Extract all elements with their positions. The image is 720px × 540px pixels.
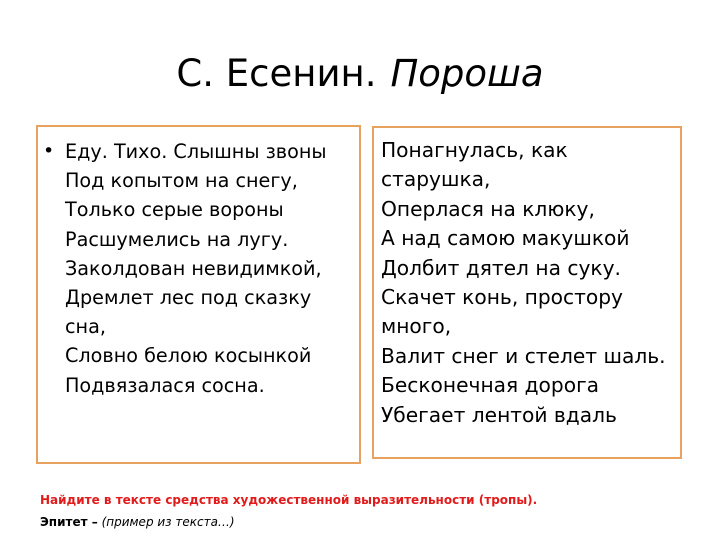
- epithet-hint: (пример из текста…): [101, 515, 235, 529]
- poem-line-text: Расшумелись на лугу.: [65, 227, 289, 251]
- poem-line: [381, 224, 681, 253]
- poem-line: [381, 371, 681, 400]
- poem-line: [38, 225, 359, 254]
- poem-line-text: Валит снег и стелет шаль.: [381, 343, 666, 368]
- poem-line-text: Подвязалася сосна.: [65, 373, 265, 397]
- poem-line-text: Оперлася на клюку,: [381, 196, 595, 221]
- poem-line-text: Понагнулась, как: [381, 138, 568, 162]
- task-question: Найдите в тексте средства художественной выразительности (тропы).: [40, 493, 538, 507]
- task-block: [40, 489, 700, 533]
- poem-line-text: Заколдован невидимкой,: [65, 256, 322, 280]
- poem-line-text: А над самою макушкой: [381, 226, 630, 251]
- poem-line: [381, 254, 681, 283]
- epithet-label: Эпитет –: [40, 515, 98, 529]
- poem-line-text: Под копытом на снегу,: [65, 169, 298, 193]
- bullet-icon: •: [43, 140, 55, 162]
- poem-line-text: Дремлет лес под сказку: [65, 286, 312, 310]
- title-work: Пороша: [390, 52, 544, 95]
- poem-line: [38, 254, 359, 283]
- poem-line-text: сна,: [65, 315, 106, 339]
- poem-line-text: Словно белою косынкой: [65, 344, 312, 368]
- poem-line: [38, 371, 359, 400]
- title-author: С. Есенин.: [176, 52, 377, 95]
- poem-line: [38, 283, 359, 312]
- poem-line: [381, 312, 681, 341]
- poem-line-text: Убегает лентой вдаль: [381, 402, 617, 427]
- poem-line: [38, 166, 359, 195]
- poem-line: [381, 195, 681, 224]
- poem-line: [38, 312, 359, 341]
- poem-line: [381, 136, 681, 165]
- slide-title: [0, 52, 720, 96]
- poem-line-text: много,: [381, 314, 452, 339]
- poem-list-right: [381, 136, 681, 430]
- poem-line: [38, 137, 359, 166]
- poem-list-left: [38, 137, 359, 400]
- poem-line: [38, 341, 359, 370]
- poem-line-text: Только серые вороны: [65, 198, 284, 222]
- poem-line-text: Долбит дятел на суку.: [381, 255, 621, 280]
- poem-line-text: Еду. Тихо. Слышны звоны: [65, 140, 327, 163]
- poem-line: [381, 401, 681, 430]
- poem-line-text: старушка,: [381, 167, 491, 192]
- poem-line: [381, 283, 681, 312]
- poem-box-right: [372, 126, 682, 459]
- poem-line: [381, 165, 681, 194]
- poem-line-text: Скачет конь, простору: [381, 285, 623, 310]
- task-epithet: [40, 511, 700, 533]
- poem-box-left: [36, 125, 361, 464]
- poem-line-text: Бесконечная дорога: [381, 373, 600, 398]
- poem-line: [381, 342, 681, 371]
- poem-line: [38, 195, 359, 224]
